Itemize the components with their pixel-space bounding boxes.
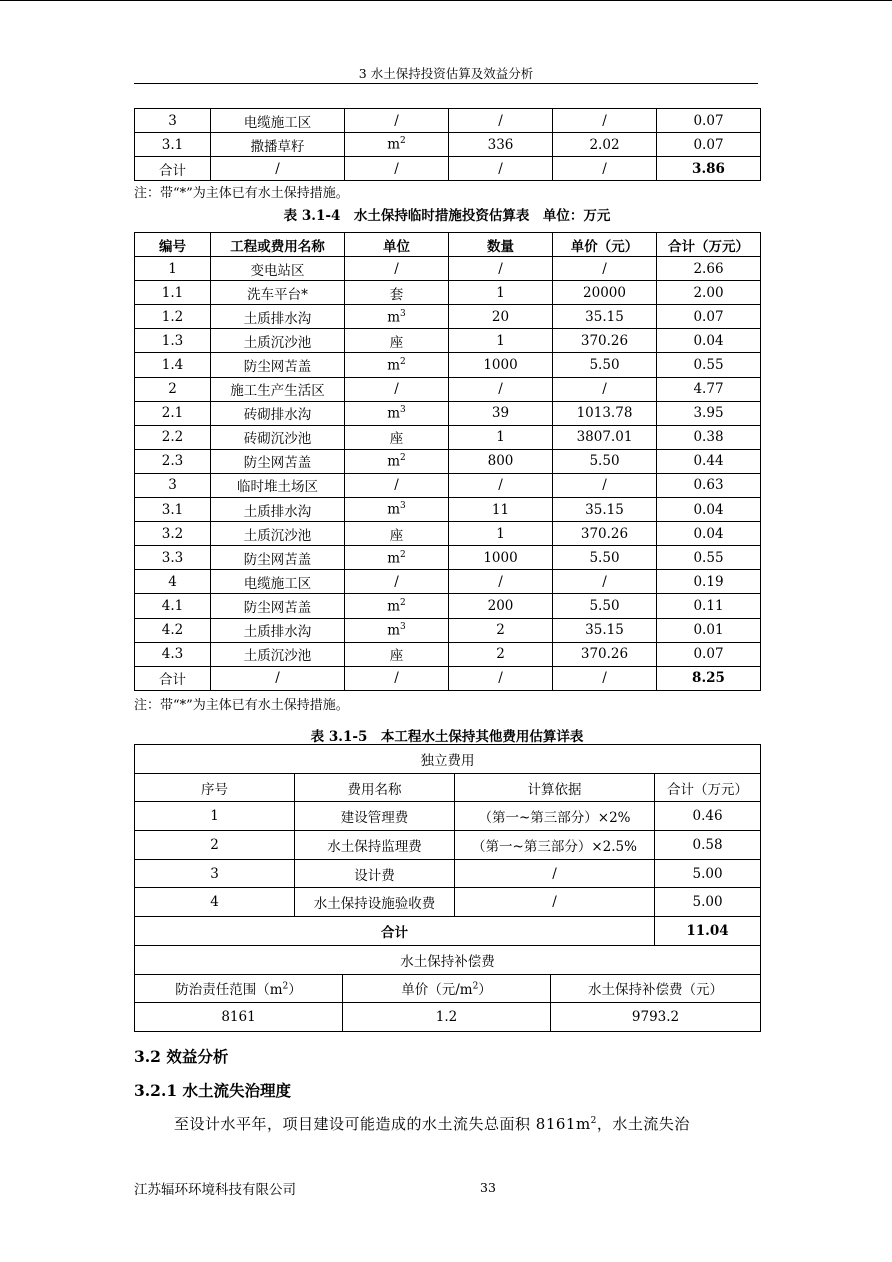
- cell-qty: /: [449, 473, 553, 497]
- header-basis: 计算依据: [455, 773, 655, 802]
- cell-basis: /: [455, 888, 655, 917]
- cell-price: /: [553, 257, 657, 281]
- header-id: 编号: [135, 233, 211, 257]
- cell-qty: 200: [449, 594, 553, 618]
- total-label: 合计: [135, 917, 655, 946]
- page-top-border: [0, 0, 892, 1]
- cell-total: 0.19: [657, 570, 761, 594]
- cell-total: 0.55: [657, 546, 761, 570]
- cell-unit: /: [345, 109, 449, 133]
- header-price: 单价（元）: [553, 233, 657, 257]
- cell-unit: /: [345, 570, 449, 594]
- header-qty: 数量: [449, 233, 553, 257]
- table-row: [135, 281, 761, 305]
- unit-text: m: [387, 501, 401, 518]
- cell-total: 3.95: [657, 401, 761, 425]
- cell-price: 20000: [553, 281, 657, 305]
- subsection-heading: 3.2.1 水土流失治理度: [134, 1081, 292, 1100]
- table-row: [135, 618, 761, 642]
- cell-total: 0.04: [657, 522, 761, 546]
- cell-name: 土质排水沟: [211, 618, 345, 642]
- header-unit: 单位: [345, 233, 449, 257]
- cell-name: 土质排水沟: [211, 498, 345, 522]
- cell-fee-name: 水土保持监理费: [295, 831, 455, 860]
- cell-id: 3.3: [135, 546, 211, 570]
- cell-total: 0.44: [657, 449, 761, 473]
- cell-seq: 2: [135, 831, 295, 860]
- page-number: 33: [480, 1180, 496, 1195]
- cell-id: 1.2: [135, 305, 211, 329]
- unit-text: m: [387, 309, 401, 326]
- cell-total: 5.00: [655, 859, 761, 888]
- cell-unit: 座: [345, 642, 449, 666]
- table-row: [135, 888, 761, 917]
- cell-id: 合计: [135, 666, 211, 690]
- cell-total: 0.07: [657, 109, 761, 133]
- cell-name: 电缆施工区: [211, 109, 345, 133]
- header-total: 合计（万元）: [657, 233, 761, 257]
- section-row: [135, 745, 761, 774]
- cell-qty: 20: [449, 305, 553, 329]
- cell-unit: [345, 594, 449, 618]
- unit-text: m: [387, 136, 401, 153]
- running-header: 3 水土保持投资估算及效益分析: [358, 66, 534, 81]
- cell-price: /: [553, 570, 657, 594]
- cell-total: 2.66: [657, 257, 761, 281]
- table-3-1-3-continued: [134, 108, 761, 181]
- cell-total: 0.04: [657, 498, 761, 522]
- cell-basis: /: [455, 859, 655, 888]
- unit-sup: 2: [400, 453, 406, 464]
- cell-name: 土质沉沙池: [211, 522, 345, 546]
- unit-sup: 2: [400, 549, 406, 560]
- table-row: [135, 831, 761, 860]
- table-row: [135, 305, 761, 329]
- cell-price: 1013.78: [553, 401, 657, 425]
- header-unit-price: [343, 974, 551, 1003]
- cell-total: 3.86: [657, 157, 761, 181]
- cell-unit: [345, 133, 449, 157]
- cell-id: 1.4: [135, 353, 211, 377]
- cell-price: 35.15: [553, 618, 657, 642]
- cell-seq: 4: [135, 888, 295, 917]
- cell-id: 3: [135, 473, 211, 497]
- cell-name: 电缆施工区: [211, 570, 345, 594]
- header-unit-price-close: ）: [478, 982, 492, 999]
- cell-total: 2.00: [657, 281, 761, 305]
- cell-id: 4.3: [135, 642, 211, 666]
- cell-total: 0.38: [657, 425, 761, 449]
- table-row: [135, 522, 761, 546]
- cell-name: 施工生产生活区: [211, 377, 345, 401]
- header-unit-price-sup: 2: [472, 981, 479, 992]
- header-fee-name: 费用名称: [295, 773, 455, 802]
- cell-name: /: [211, 157, 345, 181]
- cell-total: 8.25: [657, 666, 761, 690]
- unit-sup: 3: [400, 501, 406, 512]
- header-seq: 序号: [135, 773, 295, 802]
- section-title: 独立费用: [135, 745, 761, 774]
- table-row: [135, 473, 761, 497]
- cell-unit: [345, 449, 449, 473]
- cell-qty: 1: [449, 281, 553, 305]
- cell-id: 4: [135, 570, 211, 594]
- cell-qty: 11: [449, 498, 553, 522]
- cell-unit: [345, 618, 449, 642]
- cell-compensation: 9793.2: [551, 1003, 761, 1032]
- cell-id: 4.1: [135, 594, 211, 618]
- table-row: [135, 802, 761, 831]
- cell-qty: 39: [449, 401, 553, 425]
- cell-name: 防尘网苫盖: [211, 546, 345, 570]
- cell-id: 3.2: [135, 522, 211, 546]
- cell-id: 1.3: [135, 329, 211, 353]
- cell-basis: （第一~第三部分）×2%: [455, 802, 655, 831]
- cell-qty: /: [449, 257, 553, 281]
- table-row: [135, 570, 761, 594]
- cell-unit: /: [345, 666, 449, 690]
- cell-name: /: [211, 666, 345, 690]
- table-row: [135, 498, 761, 522]
- cell-seq: 3: [135, 859, 295, 888]
- cell-qty: 2: [449, 642, 553, 666]
- header-name: 工程或费用名称: [211, 233, 345, 257]
- table-header-row: [135, 773, 761, 802]
- cell-area: 8161: [135, 1003, 343, 1032]
- unit-text: m: [387, 405, 401, 422]
- cell-price: /: [553, 109, 657, 133]
- table-row: [135, 133, 761, 157]
- section-row: [135, 945, 761, 974]
- cell-unit: /: [345, 257, 449, 281]
- cell-unit: [345, 353, 449, 377]
- cell-qty: 1000: [449, 353, 553, 377]
- cell-name: 砖砌排水沟: [211, 401, 345, 425]
- cell-total: 0.01: [657, 618, 761, 642]
- cell-price: 5.50: [553, 594, 657, 618]
- table-row: [135, 109, 761, 133]
- cell-unit-price: 1.2: [343, 1003, 551, 1032]
- table-row: [135, 449, 761, 473]
- cell-seq: 1: [135, 802, 295, 831]
- cell-qty: 1: [449, 329, 553, 353]
- cell-total: 0.07: [657, 305, 761, 329]
- table-3-1-4: [134, 232, 761, 691]
- table-row: [135, 401, 761, 425]
- cell-id: 2.3: [135, 449, 211, 473]
- table-row: [135, 1003, 761, 1032]
- para-sup: 2: [590, 1116, 597, 1126]
- table-row: [135, 425, 761, 449]
- header-rule: [134, 83, 758, 84]
- table-row: [135, 377, 761, 401]
- cell-price: 370.26: [553, 329, 657, 353]
- cell-qty: 2: [449, 618, 553, 642]
- unit-sup: 2: [400, 597, 406, 608]
- cell-fee-name: 建设管理费: [295, 802, 455, 831]
- unit-text: m: [387, 357, 401, 374]
- cell-price: 3807.01: [553, 425, 657, 449]
- cell-qty: 800: [449, 449, 553, 473]
- cell-total: 0.55: [657, 353, 761, 377]
- cell-qty: 1: [449, 425, 553, 449]
- total-value: 11.04: [655, 917, 761, 946]
- table-total-row: [135, 917, 761, 946]
- cell-total: 0.58: [655, 831, 761, 860]
- cell-unit: 座: [345, 425, 449, 449]
- table-header-row: [135, 233, 761, 257]
- cell-unit: [345, 305, 449, 329]
- cell-price: /: [553, 377, 657, 401]
- cell-qty: 1000: [449, 546, 553, 570]
- cell-total: 5.00: [655, 888, 761, 917]
- unit-sup: 3: [400, 308, 406, 319]
- cell-id: 3.1: [135, 133, 211, 157]
- cell-name: 撒播草籽: [211, 133, 345, 157]
- body-paragraph: [134, 1113, 760, 1134]
- table-row: [135, 594, 761, 618]
- header-area-sup: 2: [282, 981, 289, 992]
- table-header-row: [135, 974, 761, 1003]
- cell-qty: /: [449, 109, 553, 133]
- unit-sup: 3: [400, 621, 406, 632]
- cell-price: 5.50: [553, 353, 657, 377]
- cell-id: 2: [135, 377, 211, 401]
- cell-unit: 座: [345, 522, 449, 546]
- cell-name: 防尘网苫盖: [211, 449, 345, 473]
- cell-unit: [345, 498, 449, 522]
- cell-id: 3: [135, 109, 211, 133]
- cell-qty: 1: [449, 522, 553, 546]
- cell-qty: /: [449, 157, 553, 181]
- unit-text: m: [387, 622, 401, 639]
- para-text-end: ，水土流失治: [596, 1115, 690, 1133]
- cell-unit: [345, 401, 449, 425]
- cell-total: 0.07: [657, 642, 761, 666]
- cell-name: 洗车平台*: [211, 281, 345, 305]
- table-3-1-5: [134, 744, 761, 1032]
- cell-unit: [345, 546, 449, 570]
- cell-price: /: [553, 157, 657, 181]
- header-unit-price-text: 单价（元/m: [401, 982, 473, 999]
- cell-name: 砖砌沉沙池: [211, 425, 345, 449]
- cell-price: 2.02: [553, 133, 657, 157]
- unit-sup: 2: [400, 356, 406, 367]
- table-total-row: [135, 666, 761, 690]
- cell-price: 5.50: [553, 449, 657, 473]
- cell-id: 3.1: [135, 498, 211, 522]
- cell-price: 370.26: [553, 522, 657, 546]
- table-note: 注：带“*”为主体已有水土保持措施。: [134, 698, 349, 713]
- cell-total: 0.04: [657, 329, 761, 353]
- cell-name: 土质沉沙池: [211, 329, 345, 353]
- cell-name: 土质沉沙池: [211, 642, 345, 666]
- cell-unit: 套: [345, 281, 449, 305]
- cell-id: 1: [135, 257, 211, 281]
- unit-sup: 3: [400, 404, 406, 415]
- table-row: [135, 353, 761, 377]
- table-total-row: [135, 157, 761, 181]
- cell-basis: （第一~第三部分）×2.5%: [455, 831, 655, 860]
- unit-sup: 2: [400, 136, 406, 147]
- cell-qty: /: [449, 666, 553, 690]
- cell-id: 1.1: [135, 281, 211, 305]
- header-total: 合计（万元）: [655, 773, 761, 802]
- unit-text: m: [387, 598, 401, 615]
- cell-price: 35.15: [553, 305, 657, 329]
- cell-id: 2.1: [135, 401, 211, 425]
- para-text: 至设计水平年，项目建设可能造成的水土流失总面积 8161m: [174, 1115, 591, 1133]
- cell-fee-name: 水土保持设施验收费: [295, 888, 455, 917]
- header-area: [135, 974, 343, 1003]
- cell-qty: 336: [449, 133, 553, 157]
- cell-fee-name: 设计费: [295, 859, 455, 888]
- cell-unit: /: [345, 473, 449, 497]
- unit-text: m: [387, 550, 401, 567]
- cell-name: 临时堆土场区: [211, 473, 345, 497]
- table-row: [135, 329, 761, 353]
- cell-total: 0.07: [657, 133, 761, 157]
- table-note: 注：带“*”为主体已有水土保持措施。: [134, 186, 349, 201]
- cell-name: 土质排水沟: [211, 305, 345, 329]
- table-row: [135, 642, 761, 666]
- cell-id: 合计: [135, 157, 211, 181]
- cell-unit: /: [345, 377, 449, 401]
- cell-total: 0.63: [657, 473, 761, 497]
- cell-price: /: [553, 666, 657, 690]
- cell-price: 370.26: [553, 642, 657, 666]
- table-caption: 表 3.1-5 本工程水土保持其他费用估算详表: [310, 729, 584, 745]
- unit-text: m: [387, 453, 401, 470]
- cell-total: 0.46: [655, 802, 761, 831]
- cell-unit: 座: [345, 329, 449, 353]
- table-row: [135, 257, 761, 281]
- cell-unit: /: [345, 157, 449, 181]
- cell-price: /: [553, 473, 657, 497]
- cell-price: 5.50: [553, 546, 657, 570]
- header-area-close: ）: [288, 982, 302, 999]
- cell-id: 4.2: [135, 618, 211, 642]
- cell-total: 4.77: [657, 377, 761, 401]
- table-caption: 表 3.1-4 水土保持临时措施投资估算表 单位：万元: [283, 208, 611, 224]
- table-row: [135, 859, 761, 888]
- header-area-text: 防治责任范围（m: [175, 982, 283, 999]
- cell-name: 变电站区: [211, 257, 345, 281]
- section-heading: 3.2 效益分析: [134, 1047, 229, 1066]
- cell-price: 35.15: [553, 498, 657, 522]
- cell-qty: /: [449, 570, 553, 594]
- cell-total: 0.11: [657, 594, 761, 618]
- header-compensation: 水土保持补偿费（元）: [551, 974, 761, 1003]
- cell-name: 防尘网苫盖: [211, 353, 345, 377]
- cell-id: 2.2: [135, 425, 211, 449]
- cell-qty: /: [449, 377, 553, 401]
- cell-name: 防尘网苫盖: [211, 594, 345, 618]
- table-row: [135, 546, 761, 570]
- footer-company: 江苏辐环环境科技有限公司: [134, 1182, 296, 1198]
- section-title: 水土保持补偿费: [135, 945, 761, 974]
